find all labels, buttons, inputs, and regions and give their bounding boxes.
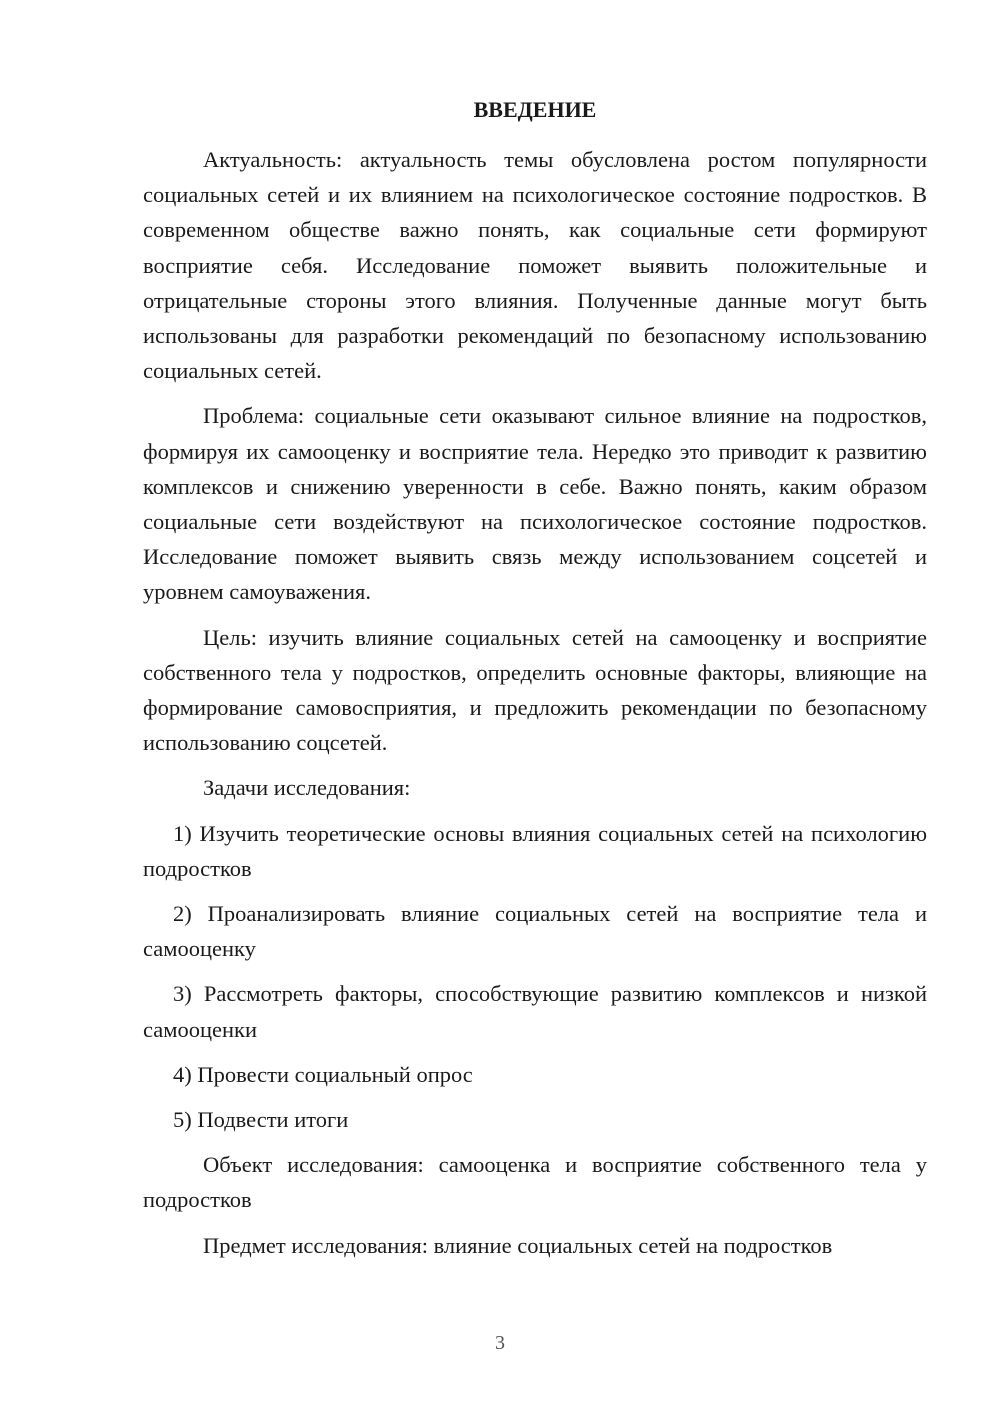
task-item: 5) Подвести итоги: [173, 1107, 349, 1133]
page-number: 3: [495, 1332, 505, 1354]
task-item: 1) Изучить теоретические основы влияния социальных сетей на психологию подростков: [143, 820, 927, 881]
task-item: 4) Провести социальный опрос: [173, 1061, 473, 1087]
goal-paragraph: Цель: изучить влияние социальных сетей на самооценку и восприятие собственного тела у подростков, определить основные факторы, влияющие на формирование самовосприятия, и предложить рекомендации по безопасному использованию соцсетей.: [143, 624, 927, 756]
research-subject-paragraph: Предмет исследования: влияние социальных сетей на подростков: [203, 1232, 833, 1258]
relevance-paragraph: Актуальность: актуальность темы обусловлена ростом популярности социальных сетей и их влиянием на психологическое состояние подростков. В современном обществе важно понять, как социальные сети формируют восприятие себя. Исследование поможет выявить положительные и отрицательные стороны этого влияния. Полученные данные могут быть использованы для разработки рекомендаций по безопасному использованию социальных сетей.: [143, 147, 927, 384]
research-object-paragraph: Объект исследования: самооценка и восприятие собственного тела у подростков: [143, 1152, 927, 1213]
task-item: 2) Проанализировать влияние социальных сетей на восприятие тела и самооценку: [143, 901, 927, 962]
tasks-heading: Задачи исследования:: [203, 775, 411, 801]
task-item: 3) Рассмотреть факторы, способствующие развитию комплексов и низкой самооценки: [143, 981, 927, 1042]
document-page: [143, 92, 927, 1273]
page-title: ВВЕДЕНИЕ: [473, 97, 597, 122]
problem-paragraph: Проблема: социальные сети оказывают сильное влияние на подростков, формируя их самооценку и восприятие тела. Нередко это приводит к развитию комплексов и снижению уверенности в себе. Важно понять, каким образом социальные сети воздействуют на психологическое состояние подростков. Исследование поможет выявить связь между использованием соцсетей и уровнем самоуважения.: [143, 403, 927, 605]
